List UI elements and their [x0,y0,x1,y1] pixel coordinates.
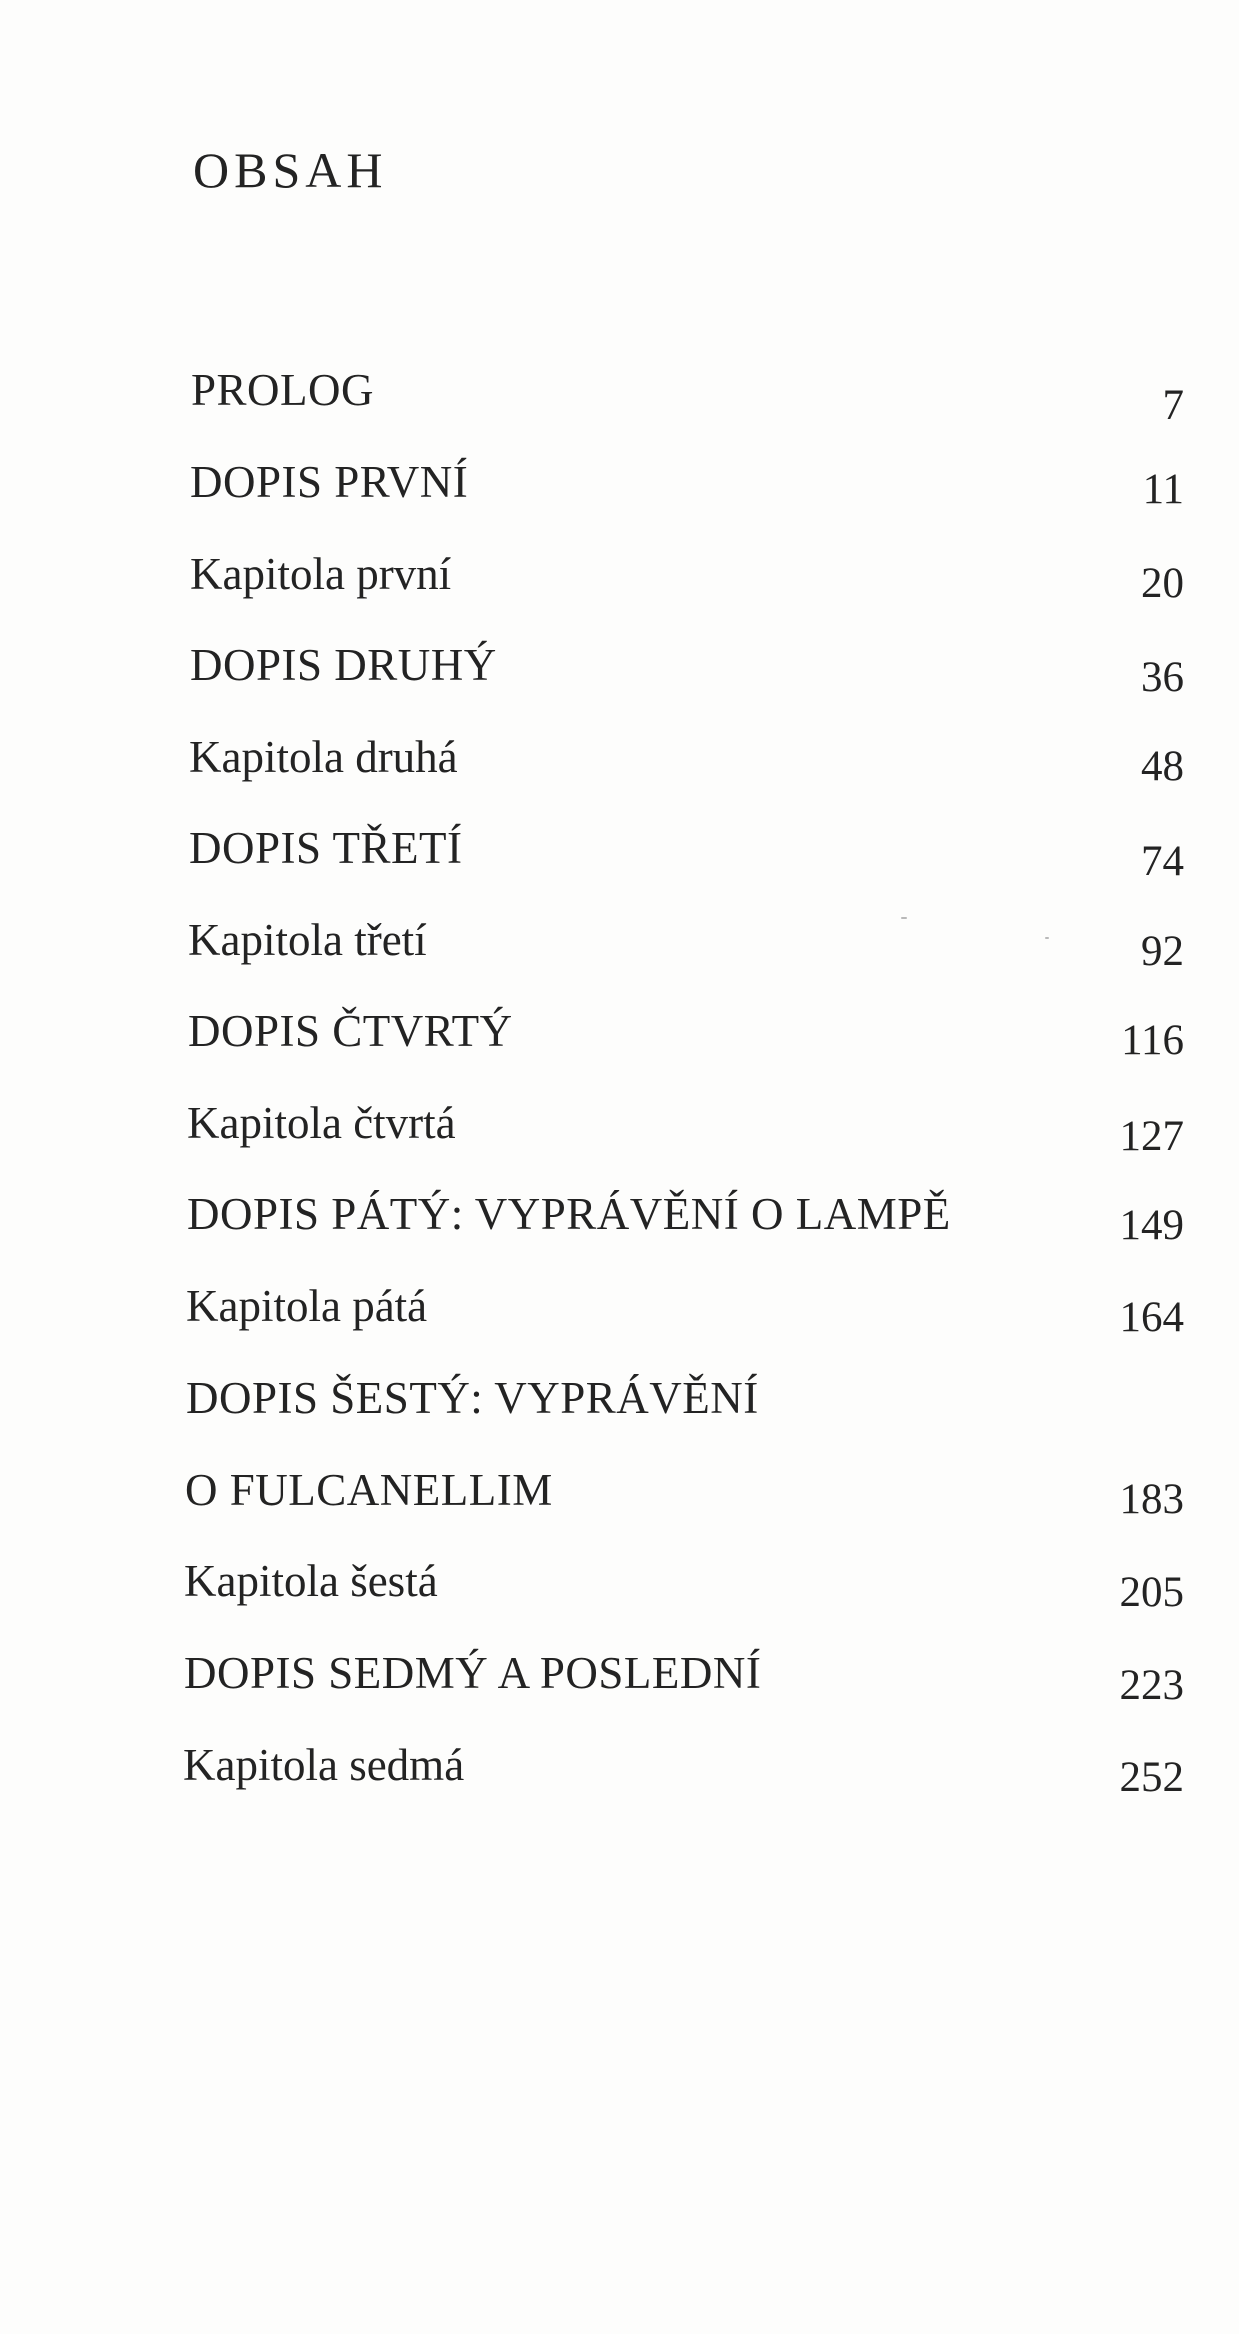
toc-entry-page: 20 [1141,560,1184,607]
toc-entry-page: 116 [1121,1017,1184,1064]
toc-entry-title: DOPIS TŘETÍ [189,823,463,873]
toc-entry-kapitola-sedma [0,1740,1239,1813]
toc-entry-title: DOPIS SEDMÝ A POSLEDNÍ [184,1648,762,1698]
toc-entry-dopis-treti [0,823,1239,896]
page-title: OBSAH [193,142,388,198]
toc-entry-dopis-prvni [0,457,1239,530]
toc-entry-page: 36 [1141,654,1184,701]
toc-entry-dopis-sedmy [0,1648,1239,1721]
toc-entry-dopis-paty [0,1189,1239,1262]
toc-entry-page: 252 [1119,1754,1184,1801]
toc-entry-kapitola-ctvrta [0,1098,1239,1171]
toc-entry-title: Kapitola čtvrtá [187,1098,456,1148]
toc-entry-page: 7 [1162,382,1184,429]
toc-entry-page: 223 [1119,1662,1184,1709]
toc-entry-page: 164 [1119,1294,1184,1341]
toc-entry-page: 48 [1141,743,1184,790]
toc-entry-page: 149 [1119,1202,1184,1249]
toc-entry-title: Kapitola pátá [186,1281,428,1331]
toc-entry-title: Kapitola šestá [184,1556,438,1606]
toc-entry-page: 74 [1141,838,1184,885]
toc-entry-title: Kapitola sedmá [183,1740,465,1790]
toc-entry-dopis-sesty [0,1373,1239,1536]
toc-entry-title: DOPIS ČTVRTÝ [188,1006,513,1056]
toc-entry-dopis-ctvrty [0,1006,1239,1079]
toc-entry-title: DOPIS ŠESTÝ: VYPRÁVĚNÍ [186,1373,759,1423]
toc-entry-kapitola-pata [0,1281,1239,1354]
toc-entry-title: Kapitola první [190,549,452,599]
toc-entry-kapitola-prvni [0,549,1239,622]
toc-entry-title: Kapitola třetí [188,915,427,965]
toc-entry-title: DOPIS PÁTÝ: VYPRÁVĚNÍ O LAMPĚ [187,1189,951,1239]
toc-entry-title: DOPIS PRVNÍ [190,457,469,507]
toc-entry-title: DOPIS DRUHÝ [190,640,497,690]
toc-entry-prolog [0,365,1239,438]
toc-entry-title: Kapitola druhá [189,732,458,782]
paper-speck [1045,937,1049,939]
toc-entry-page: 205 [1119,1569,1184,1616]
toc-entry-page: 92 [1141,928,1184,975]
toc-entry-page: 11 [1142,466,1184,513]
toc-entry-page: 183 [1119,1476,1184,1523]
toc-entry-title-continued: O FULCANELLIM [185,1465,553,1515]
paper-speck [901,917,907,919]
toc-entry-kapitola-treti [0,915,1239,988]
toc-entry-kapitola-sesta [0,1556,1239,1629]
toc-entry-dopis-druhy [0,640,1239,713]
toc-entry-title: PROLOG [191,365,375,415]
toc-entry-kapitola-druha [0,732,1239,805]
toc-entry-page: 127 [1119,1113,1184,1160]
